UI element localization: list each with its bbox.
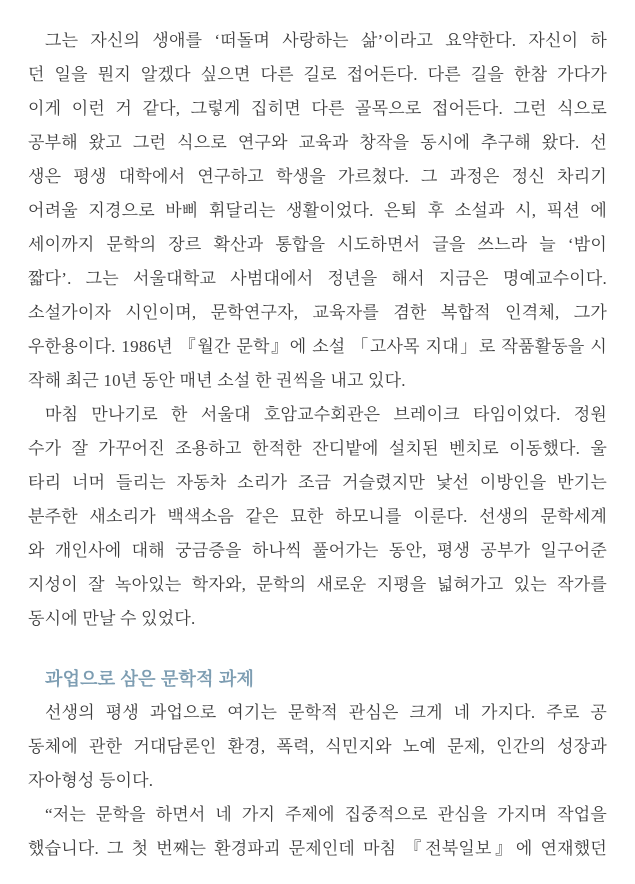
- text-line: 분주한 새소리가 백색소음 같은 묘한 하모니를 이룬다. 선생의 문학세계: [28, 507, 607, 526]
- text-line: 공부해 왔고 그런 식으로 연구와 교육과 창작을 동시에 추구해 왔다. 선: [28, 133, 607, 152]
- text-line: 동체에 관한 거대담론인 환경, 폭력, 식민지와 노예 문제, 인간의 성장과: [28, 737, 607, 756]
- text-line: 선생의 평생 과업으로 여기는 문학적 관심은 크게 네 가지다. 주로 공: [45, 703, 607, 722]
- paragraph-intro: [28, 24, 607, 398]
- text-line: 우한용이다. 1986년 『월간 문학』에 소설 「고사목 지대」로 작품활동을 시: [28, 337, 607, 356]
- text-line: 그는 자신의 생애를 ‘떠돌며 사랑하는 삶’이라고 요약한다. 자신이 하: [45, 31, 607, 50]
- article-text: [28, 24, 607, 866]
- text-line: 마침 만나기로 한 서울대 호암교수회관은 브레이크 타임이었다. 정원: [45, 405, 607, 424]
- text-line: 자아형성 등이다.: [28, 771, 154, 790]
- text-line: 이게 이런 거 같다, 그렇게 집히면 다른 골목으로 접어든다. 그런 식으로: [28, 99, 607, 118]
- text-line: 지성이 잘 녹아있는 학자와, 문학의 새로운 지평을 넓혀가고 있는 작가를: [28, 575, 607, 594]
- text-line: 어려울 지경으로 바삐 휘달리는 생활이었다. 은퇴 후 소설과 시, 픽션 에: [28, 201, 607, 220]
- text-line: 짧다’. 그는 서울대학교 사범대에서 정년을 해서 지금은 명예교수이다.: [28, 269, 607, 288]
- text-line: 세이까지 문학의 장르 확산과 통합을 시도하면서 글을 쓰느라 늘 ‘밤이: [28, 235, 607, 254]
- section-heading: 과업으로 삼은 문학적 과제: [45, 669, 255, 689]
- text-line: 와 개인사에 대해 궁금증을 하나씩 풀어가는 동안, 평생 공부가 일구어준: [28, 541, 607, 560]
- text-line: 작해 최근 10년 동안 매년 소설 한 권씩을 내고 있다.: [28, 371, 406, 390]
- text-line: 소설가이자 시인이며, 문학연구자, 교육자를 겸한 복합적 인격체, 그가: [28, 303, 607, 322]
- paragraph-quote: [28, 798, 607, 866]
- text-line: 생은 평생 대학에서 연구하고 학생을 가르쳤다. 그 과정은 정신 차리기: [28, 167, 607, 186]
- text-line: 타리 너머 들리는 자동차 소리가 조금 거슬렸지만 낯선 이방인을 반기는: [28, 473, 607, 492]
- paragraph-meeting: [28, 398, 607, 636]
- text-line: 던 일을 뭔지 알겠다 싶으면 다른 길로 접어든다. 다른 길을 한참 가다가: [28, 65, 607, 84]
- text-line: 동시에 만날 수 있었다.: [28, 609, 196, 628]
- text-line: 수가 잘 가꾸어진 조용하고 한적한 잔디밭에 설치된 벤치로 이동했다. 울: [28, 439, 607, 458]
- text-line: “저는 문학을 하면서 네 가지 주제에 집중적으로 관심을 가지며 작업을: [45, 805, 607, 824]
- text-line: 했습니다. 그 첫 번째는 환경파괴 문제인데 마침 『전북일보』에 연재했던: [28, 839, 607, 858]
- paragraph-themes: [28, 696, 607, 798]
